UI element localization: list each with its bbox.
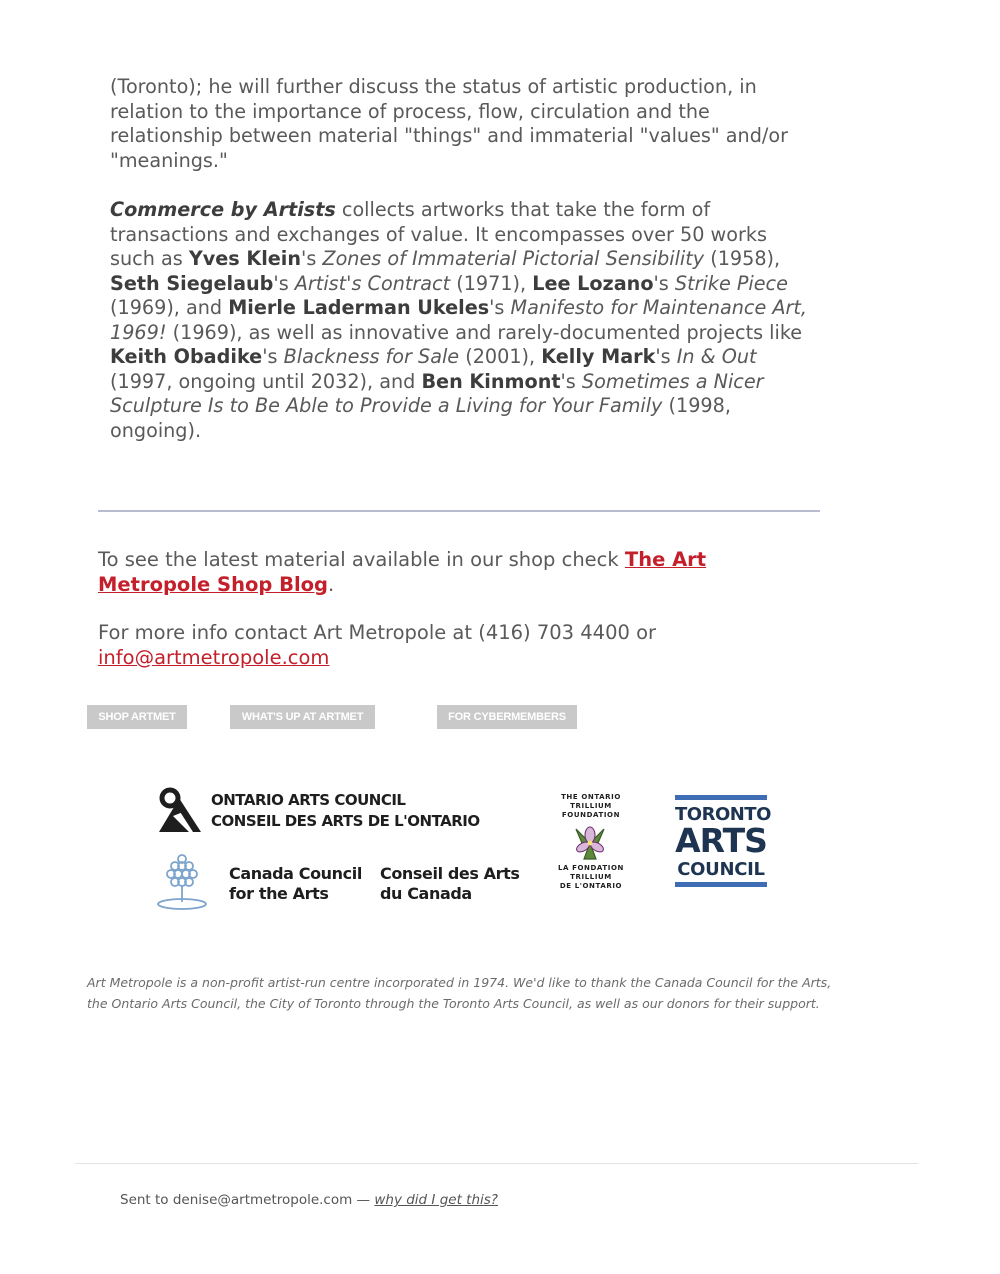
work-title: Blackness for Sale xyxy=(283,345,460,368)
trillium-top-line-2: TRILLIUM xyxy=(570,802,612,810)
ontario-arts-council-logo xyxy=(211,790,480,832)
book-title: Commerce by Artists xyxy=(110,198,336,221)
canada-council-french xyxy=(380,864,519,904)
artist-name: Kelly Mark xyxy=(541,345,656,368)
trillium-bottom-line-2: TRILLIUM xyxy=(570,873,612,881)
article-paragraph-2 xyxy=(110,198,810,443)
text-run: (2001), xyxy=(459,345,542,368)
canada-council-english xyxy=(229,864,362,904)
shop-blog-paragraph xyxy=(98,547,818,597)
trillium-foundation-french xyxy=(548,864,634,891)
tac-line-3: COUNCIL xyxy=(677,859,765,880)
canada-council-logo-icon xyxy=(152,852,212,912)
text-run: 's xyxy=(560,369,582,393)
footer-divider xyxy=(75,1163,918,1164)
work-title: Sometimes a Nicer Sculpture Is to Be Able to Provide a Living for Your Family xyxy=(110,369,764,417)
cc-en-line-1: Canada Council xyxy=(229,864,362,883)
trillium-flower-icon xyxy=(570,825,610,861)
oac-line-1: ONTARIO ARTS COUNCIL xyxy=(211,791,406,809)
cc-fr-line-1: Conseil des Arts xyxy=(380,864,520,883)
text-run: 's xyxy=(653,271,675,295)
text-run: (1997, ongoing until 2032), and xyxy=(110,369,422,393)
text-run: (1969), as well as innovative and rarely-documented projects like xyxy=(166,320,803,344)
artist-name: Keith Obadike xyxy=(110,345,263,368)
oac-line-2: CONSEIL DES ARTS DE L'ONTARIO xyxy=(211,812,480,830)
tac-line-1: TORONTO xyxy=(675,804,771,825)
artist-name: Mierle Laderman Ukeles xyxy=(228,296,490,319)
sent-to-text: Sent to denise@artmetropole.com — xyxy=(120,1192,375,1208)
email-link[interactable]: info@artmetropole.com xyxy=(98,646,330,669)
shop-artmet-button[interactable]: SHOP ARTMET xyxy=(87,705,187,729)
text-run: (1969), and xyxy=(110,296,229,319)
cc-fr-line-2: du Canada xyxy=(380,884,472,903)
cybermembers-button[interactable]: FOR CYBERMEMBERS xyxy=(437,705,577,729)
text-run: 's xyxy=(262,345,284,368)
work-title: Artist's Contract xyxy=(294,271,451,295)
artist-name: Seth Siegelaub xyxy=(110,271,274,295)
trillium-foundation-english xyxy=(548,793,634,820)
tac-bottom-bar xyxy=(675,882,767,887)
text-run: collects artworks that take the form of transactions and exchanges of value. It encompasses over 50 works such as xyxy=(110,198,767,270)
trillium-top-line-1: THE ONTARIO xyxy=(561,793,621,801)
why-did-i-get-this-link[interactable]: why did I get this? xyxy=(374,1192,498,1208)
text-run: (1998, ongoing). xyxy=(110,394,731,442)
work-title: Strike Piece xyxy=(674,271,788,295)
artist-name: Lee Lozano xyxy=(532,271,654,295)
text-run: 's xyxy=(273,271,295,295)
text-run: 's xyxy=(301,247,323,270)
work-title: Manifesto for Maintenance Art, 1969! xyxy=(110,296,808,344)
ontario-arts-council-logo-icon xyxy=(155,786,205,836)
artist-name: Ben Kinmont xyxy=(421,369,561,393)
contact-paragraph xyxy=(98,620,818,670)
trillium-bottom-line-3: DE L'ONTARIO xyxy=(559,882,623,890)
shop-blog-link[interactable]: The Art Metropole Shop Blog xyxy=(98,548,707,596)
shop-text: To see the latest material available in our shop check xyxy=(98,548,625,571)
trillium-top-line-3: FOUNDATION xyxy=(561,811,621,819)
text-run: 's xyxy=(489,296,511,319)
text-run: 's xyxy=(655,345,677,368)
article-paragraph-1: (Toronto); he will further discuss the status of artistic production, in relation to the importance of process, flow, circulation and the relationship between material "things" and immaterial "values" and/or "meanings." xyxy=(110,75,788,172)
tac-line-2: ARTS xyxy=(675,821,767,860)
shop-text-end: . xyxy=(328,573,335,596)
section-divider xyxy=(98,510,820,512)
artist-name: Yves Klein xyxy=(188,247,302,270)
work-title: In & Out xyxy=(676,345,757,368)
tac-top-bar xyxy=(675,795,767,800)
cc-en-line-2: for the Arts xyxy=(229,884,329,903)
contact-text: For more info contact Art Metropole at (416) 703 4400 or xyxy=(98,621,657,644)
whats-up-button[interactable]: WHAT'S UP AT ARTMET xyxy=(230,705,375,729)
text-run: (1971), xyxy=(450,271,533,295)
support-footnote: Art Metropole is a non-profit artist-run centre incorporated in 1974. We'd like to thank the Canada Council for the Arts, the Ontario Arts Council, the City of Toronto through the Toronto Arts Council, as well as our donors for their support. xyxy=(87,975,832,1011)
sent-to-line xyxy=(120,1191,498,1209)
text-run: (1958), xyxy=(704,247,781,270)
trillium-bottom-line-1: LA FONDATION xyxy=(558,864,624,872)
work-title: Zones of Immaterial Pictorial Sensibility xyxy=(322,247,705,270)
